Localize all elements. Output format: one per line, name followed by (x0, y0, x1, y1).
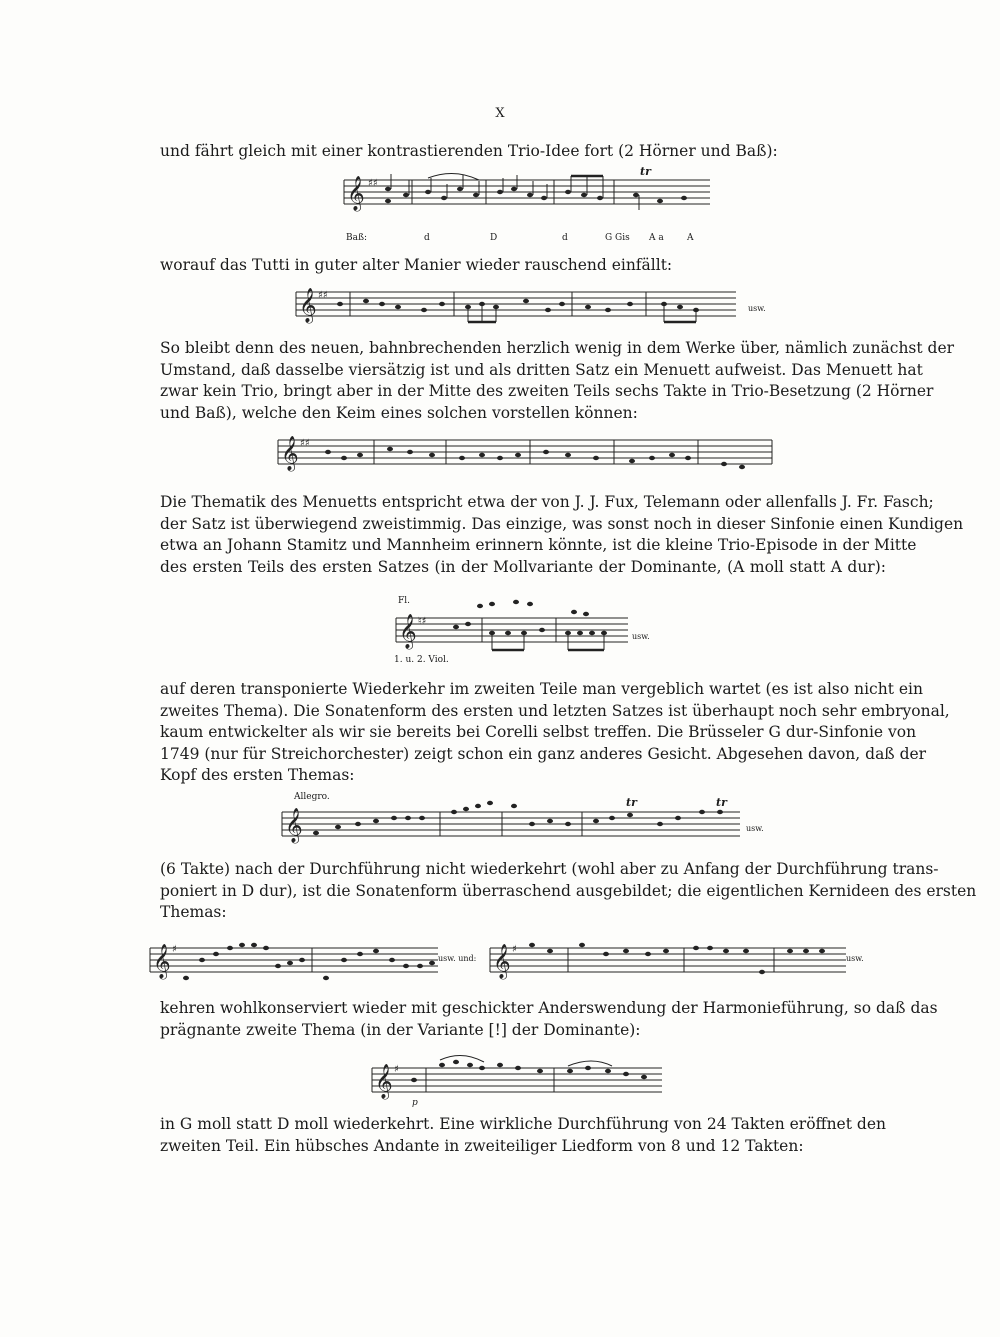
trill-mark: tr (640, 165, 651, 178)
usw-marker: usw. (846, 954, 864, 963)
text-line: poniert in D dur), ist die Sonatenform überraschend ausgebildet; die eigentlichen Kernideen des ersten (160, 881, 977, 900)
svg-text:𝄞: 𝄞 (399, 614, 417, 649)
text-line: prägnante zweite Thema (in der Variante [!] der Dominante): (160, 1020, 641, 1039)
music-example-3 (278, 432, 778, 476)
trill-mark: tr (716, 796, 727, 809)
text-line: Themas: (160, 903, 227, 921)
svg-text:𝄞: 𝄞 (347, 176, 365, 211)
text-line: zweites Thema). Die Sonatenform des ersten und letzten Satzes ist überhaupt noch sehr embryonal, (160, 701, 950, 720)
bass-note: G Gis (605, 233, 630, 243)
text-line: und Baß), welche den Keim eines solchen vorstellen können: (160, 403, 638, 422)
bass-label: Baß: (346, 233, 368, 243)
text-line: So bleibt denn des neuen, bahnbrechenden herzlich wenig in dem Werke über, nämlich zunächst der (160, 339, 955, 357)
music-example-5 (282, 792, 764, 850)
staff-graphic (278, 432, 778, 476)
paragraph-2 (160, 255, 886, 277)
svg-text:𝄞: 𝄞 (281, 436, 299, 471)
text-line: etwa an Johann Stamitz und Mannheim erinnern könnte, ist die kleine Trio-Episode in der Mitte (160, 536, 917, 554)
paragraph-6 (160, 859, 977, 924)
svg-text:𝄞: 𝄞 (375, 1064, 393, 1099)
svg-text:♮♯: ♮♯ (418, 616, 427, 627)
paragraph-7 (160, 998, 938, 1041)
text-line: Die Thematik des Menuetts entspricht etwa der von J. J. Fux, Telemann oder allenfalls J. Fr. Fasch; (160, 493, 934, 511)
usw-marker: usw. (748, 304, 766, 313)
staff-graphic (150, 932, 850, 988)
paragraph-4 (160, 492, 964, 578)
usw-marker: usw. (746, 824, 764, 833)
trill-mark: tr (626, 796, 637, 809)
paragraph-1 (160, 141, 886, 163)
flute-label: Fl. (398, 596, 410, 606)
usw-und-marker: usw. und: (438, 954, 477, 963)
svg-text:♯: ♯ (512, 944, 517, 955)
text-line: auf deren transponierte Wiederkehr im zweiten Teile man vergeblich wartet (es ist also nicht ein (160, 680, 923, 698)
text-line: zweiten Teil. Ein hübsches Andante in zweiteiliger Liedform von 8 und 12 Takten: (160, 1136, 804, 1155)
music-example-1 (344, 165, 714, 243)
svg-text:♯: ♯ (172, 944, 177, 955)
svg-text:𝄞: 𝄞 (493, 944, 511, 979)
paragraph-3 (160, 338, 955, 424)
staff-graphic (344, 170, 714, 230)
tempo-marking: Allegro. (294, 792, 330, 802)
text-line: zwar kein Trio, bringt aber in der Mitte des zweiten Teils sechs Takte in Trio-Besetzung (2 Hörner (160, 382, 934, 400)
text-line: des ersten Teils des ersten Satzes (in der Mollvariante der Dominante, (A moll statt A dur): (160, 557, 886, 576)
paragraph-8 (160, 1114, 886, 1157)
svg-text:𝄞: 𝄞 (299, 288, 317, 323)
bass-note: d (562, 233, 568, 243)
dynamic-marking: p (412, 1098, 418, 1108)
svg-text:♯♯: ♯♯ (318, 290, 328, 301)
page-number: X (495, 106, 505, 121)
svg-text:♯: ♯ (394, 1064, 399, 1075)
svg-text:𝄞: 𝄞 (285, 808, 303, 843)
svg-text:♯♯: ♯♯ (368, 178, 378, 189)
text-line: der Satz ist überwiegend zweistimmig. Das einzige, was sonst noch in dieser Sinfonie einen Kundigen (160, 514, 964, 533)
staff-graphic (396, 598, 632, 658)
bass-note: A a (649, 233, 664, 243)
usw-marker: usw. (632, 632, 650, 641)
paragraph-5 (160, 679, 950, 787)
svg-text:♯♯: ♯♯ (300, 438, 310, 449)
bass-note: d (424, 233, 430, 243)
staff-graphic (282, 800, 752, 850)
bass-note: D (490, 233, 498, 243)
text-line: worauf das Tutti in guter alter Manier wieder rauschend einfällt: (160, 256, 673, 274)
text-line: und fährt gleich mit einer kontrastierenden Trio-Idee fort (2 Hörner und Baß): (160, 142, 778, 160)
bass-note: A (687, 233, 694, 243)
music-example-7 (372, 1054, 672, 1106)
music-example-6 (150, 932, 864, 988)
violin-label: 1. u. 2. Viol. (394, 655, 449, 665)
music-example-2 (296, 282, 766, 328)
text-line: Umstand, daß dasselbe viersätzig ist und als dritten Satz ein Menuett aufweist. Das Menuett hat (160, 360, 923, 379)
text-line: Kopf des ersten Themas: (160, 766, 355, 784)
text-line: kehren wohlkonserviert wieder mit geschickter Anderswendung der Harmonieführung, so daß das (160, 999, 938, 1017)
music-example-4 (394, 596, 650, 665)
text-line: 1749 (nur für Streichorchester) zeigt schon ein ganz anderes Gesicht. Abgesehen davon, daß der (160, 744, 927, 763)
svg-text:𝄞: 𝄞 (153, 944, 171, 979)
text-line: kaum entwickelter als wir sie bereits bei Corelli selbst treffen. Die Brüsseler G dur-Sinfonie von (160, 723, 917, 741)
text-line: in G moll statt D moll wiederkehrt. Eine wirkliche Durchführung von 24 Takten eröffnet den (160, 1115, 886, 1133)
text-line: (6 Takte) nach der Durchführung nicht wiederkehrt (wohl aber zu Anfang der Durchführung trans- (160, 860, 939, 878)
staff-graphic (296, 282, 746, 328)
